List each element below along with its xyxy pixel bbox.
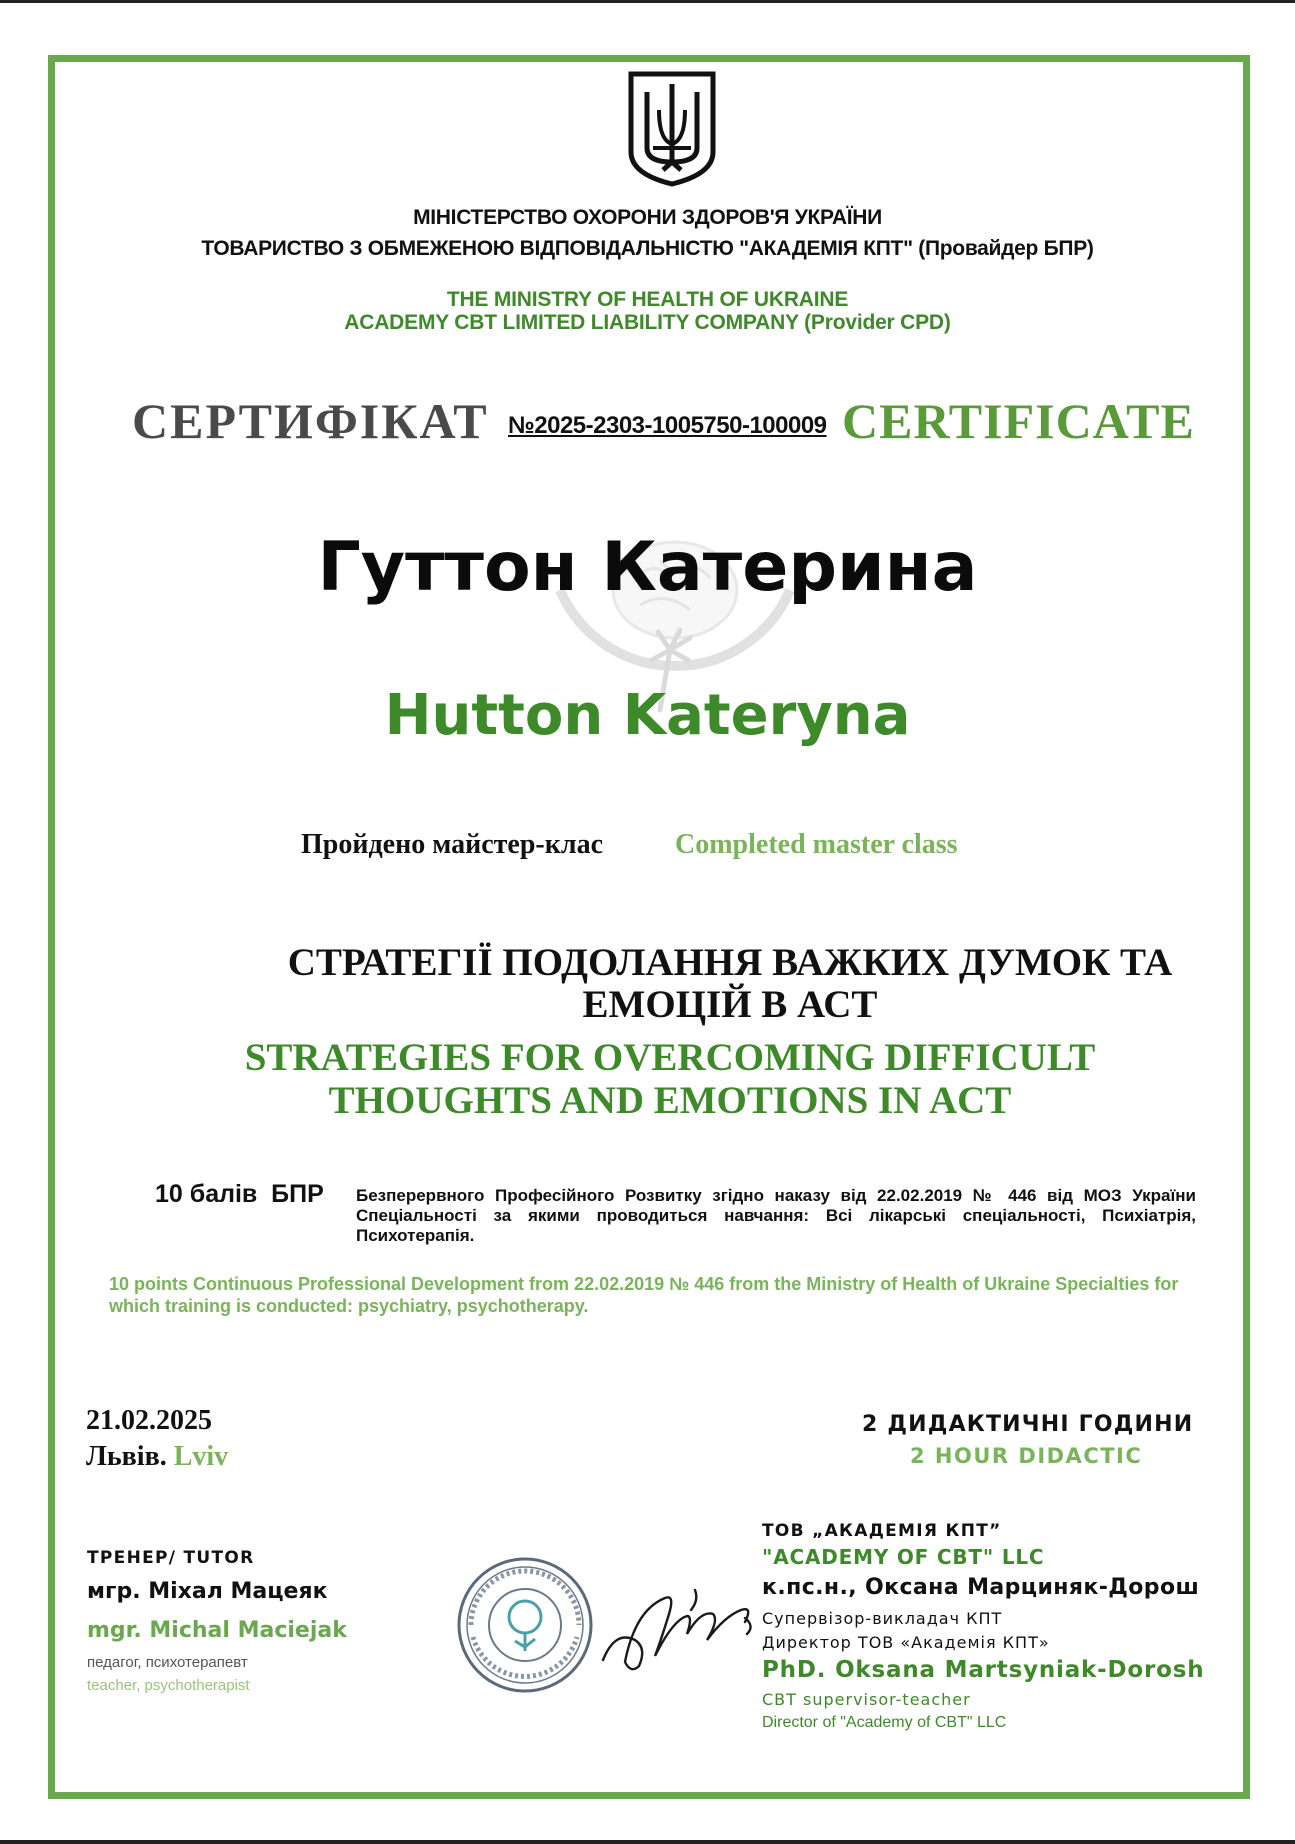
bottom-edge-line <box>0 1840 1295 1844</box>
recipient-name-ukrainian: Гуттон Катерина <box>317 528 978 607</box>
cpd-text-ukrainian: Безперервного Професійного Розвитку згідно наказу від 22.02.2019 № 446 від МОЗ України Спеціальності за якими проводиться навчання: Всі лікарські спеціальності, Психіатрія, Психотерапія. <box>356 1186 1196 1245</box>
ministry-english: THE MINISTRY OF HEALTH OF UKRAINE <box>446 288 849 311</box>
course-title-ukrainian: СТРАТЕГІЇ ПОДОЛАННЯ ВАЖКИХ ДУМОК ТА ЕМОЦІЙ В АСТ <box>287 941 1173 1026</box>
cpd-text-english: 10 points Continuous Professional Development from 22.02.2019 № 446 from the Ministry of Health of Ukraine Specialties for which training is conducted: psychiatry, psychotherapy. <box>109 1274 1179 1316</box>
event-date: 21.02.2025 <box>86 1405 212 1436</box>
director-org-english: "ACADEMY OF CBT" LLC <box>762 1545 1045 1569</box>
ministry-ukrainian: МІНІСТЕРСТВО ОХОРОНИ ЗДОРОВ'Я УКРАЇНИ <box>413 206 882 229</box>
top-edge-line <box>0 0 1295 3</box>
certificate-number: №2025-2303-1005750-100009 <box>508 412 827 439</box>
director-role-english-1: CBT supervisor-teacher <box>762 1690 971 1709</box>
director-org-ukrainian: ТОВ „АКАДЕМІЯ КПТ” <box>762 1521 1002 1541</box>
city-ukrainian: Львів. <box>86 1441 167 1472</box>
director-role-english-2: Director of "Academy of CBT" LLC <box>762 1714 1007 1731</box>
event-city <box>86 1441 228 1473</box>
company-seal-stamp <box>455 1555 595 1695</box>
organization-english: ACADEMY CBT LIMITED LIABILITY COMPANY (Provider CPD) <box>344 311 951 334</box>
certificate-label-ukrainian: СЕРТИФІКАТ <box>132 393 489 449</box>
coat-of-arms-icon <box>627 70 717 188</box>
director-name-ukrainian: к.пс.н., Оксана Марциняк-Дорош <box>762 1575 1200 1600</box>
tutor-name-ukrainian: мгр. Міхал Мацеяк <box>87 1579 328 1604</box>
completion-label-english: Completed master class <box>675 829 958 860</box>
director-role-ukrainian-1: Супервізор-викладач КПТ <box>762 1609 1003 1628</box>
recipient-name-english: Hutton Kateryna <box>384 683 911 748</box>
director-role-ukrainian-2: Директор ТОВ «Академія КПТ» <box>762 1633 1050 1652</box>
tutor-role-ukrainian: педагог, психотерапевт <box>87 1654 248 1671</box>
completion-label-ukrainian: Пройдено майстер-клас <box>301 829 603 860</box>
tutor-name-english: mgr. Michal Maciejak <box>87 1618 347 1643</box>
organization-ukrainian: ТОВАРИСТВО З ОБМЕЖЕНОЮ ВІДПОВІДАЛЬНІСТЮ "АКАДЕМІЯ КПТ" (Провайдер БПР) <box>201 237 1094 260</box>
certificate-label-english: CERTIFICATE <box>842 393 1195 449</box>
course-title-english: STRATEGIES FOR OVERCOMING DIFFICULT THOUGHTS AND EMOTIONS IN ACT <box>244 1036 1096 1122</box>
city-english: Lviv <box>173 1441 229 1472</box>
hours-english: 2 HOUR DIDACTIC <box>910 1444 1143 1468</box>
tutor-label: ТРЕНЕР/ TUTOR <box>87 1548 255 1568</box>
director-name-english: PhD. Oksana Martsyniak-Dorosh <box>762 1657 1205 1683</box>
tutor-role-english: teacher, psychotherapist <box>87 1677 250 1694</box>
points-label-ukrainian: 10 балів БПР <box>155 1180 324 1208</box>
hours-ukrainian: 2 ДИДАКТИЧНІ ГОДИНИ <box>862 1412 1194 1437</box>
director-signature <box>595 1570 765 1680</box>
